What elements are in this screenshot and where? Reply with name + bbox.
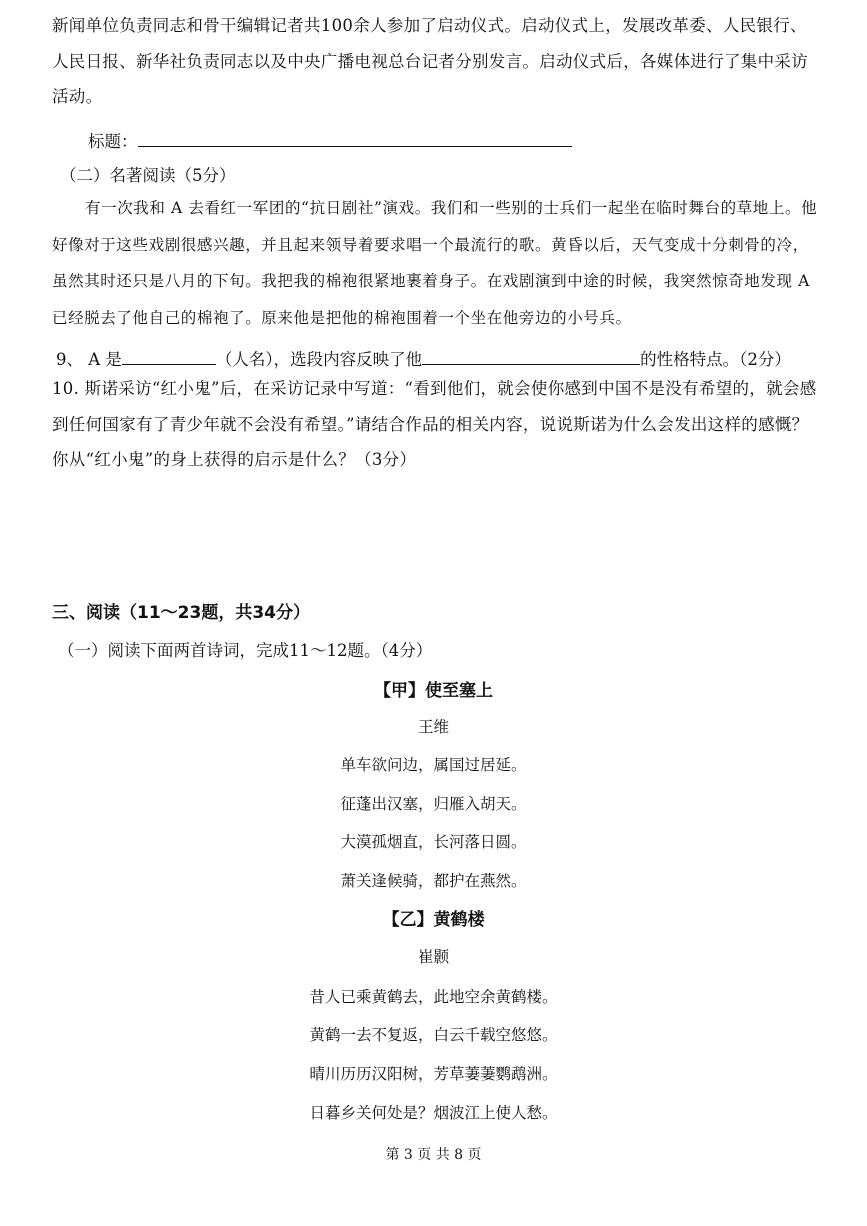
q9-suffix: 的性格特点。（2分） — [640, 350, 791, 369]
question-10: 10. 斯诺采访“红小鬼”后，在采访记录中写道：“看到他们，就会使你感到中国不是没有希望的，就会感到任何国家有了青少年就不会没有希望。”请结合作品的相关内容，说说斯诺为什么会发出这样的感慨？你从“红小鬼”的身上获得的启示是什么？（3分） — [52, 379, 817, 469]
poem1-line: 征蓬出汉塞，归雁入胡天。 — [340, 795, 527, 813]
excerpt-paragraph: 有一次我和 A 去看红一军团的“抗日剧社”演戏。我们和一些别的士兵们一起坐在临时舞台的草地上。他好像对于这些戏剧很感兴趣，并且起来领导着要求唱一个最流行的歌。黄昏以后，天气变成十分刺骨的冷，虽然其时还只是八月的下旬。我把我的棉袍很紧地裹着身子。在戏剧演到中途的时候，我突然惊奇地发现 A 已经脱去了他自己的棉袍了。原来他是把他的棉袍围着一个坐在他旁边的小号兵。 — [52, 199, 818, 327]
q9-middle: （人名），选段内容反映了他 — [215, 350, 423, 369]
title-answer-blank[interactable] — [138, 132, 572, 147]
poem2-line: 昔人已乘黄鹤去，此地空余黄鹤楼。 — [309, 988, 558, 1006]
q9-name-blank[interactable] — [122, 350, 216, 365]
page-footer: 第 3 页 共 8 页 — [385, 1147, 482, 1163]
poem1-line: 萧关逢候骑，都护在燕然。 — [340, 872, 527, 890]
subsection1-heading: （一）阅读下面两首诗词，完成11～12题。（4分） — [58, 641, 433, 660]
poem1-line: 单车欲问边，属国过居延。 — [340, 756, 527, 774]
poem2-title: 【乙】黄鹤楼 — [382, 910, 485, 930]
poem2-line: 黄鹤一去不复返，白云千载空悠悠。 — [309, 1026, 558, 1044]
poem1-title: 【甲】使至塞上 — [374, 681, 493, 701]
title-line — [88, 128, 572, 152]
poem2-author: 崔颢 — [417, 948, 449, 966]
poem1-line: 大漠孤烟直，长河落日圆。 — [340, 833, 527, 851]
top-paragraph: 新闻单位负责同志和骨干编辑记者共100余人参加了启动仪式。启动仪式上，发展改革委、人民银行、人民日报、新华社负责同志以及中央广播电视总台记者分别发言。启动仪式后，各媒体进行了集中采访活动。 — [52, 16, 808, 106]
poem1-author: 王维 — [417, 718, 449, 736]
question-9 — [56, 346, 791, 370]
section2-heading: （二）名著阅读（5分） — [60, 166, 236, 185]
q9-trait-blank[interactable] — [422, 350, 640, 365]
poem2-line: 日暮乡关何处是？烟波江上使人愁。 — [309, 1104, 558, 1122]
section3-heading: 三、阅读（11～23题，共34分） — [52, 603, 310, 623]
title-label: 标题： — [88, 132, 138, 151]
q9-prefix: 9、 A 是 — [56, 350, 122, 369]
poem2-line: 晴川历历汉阳树，芳草萋萋鹦鹉洲。 — [309, 1065, 558, 1083]
